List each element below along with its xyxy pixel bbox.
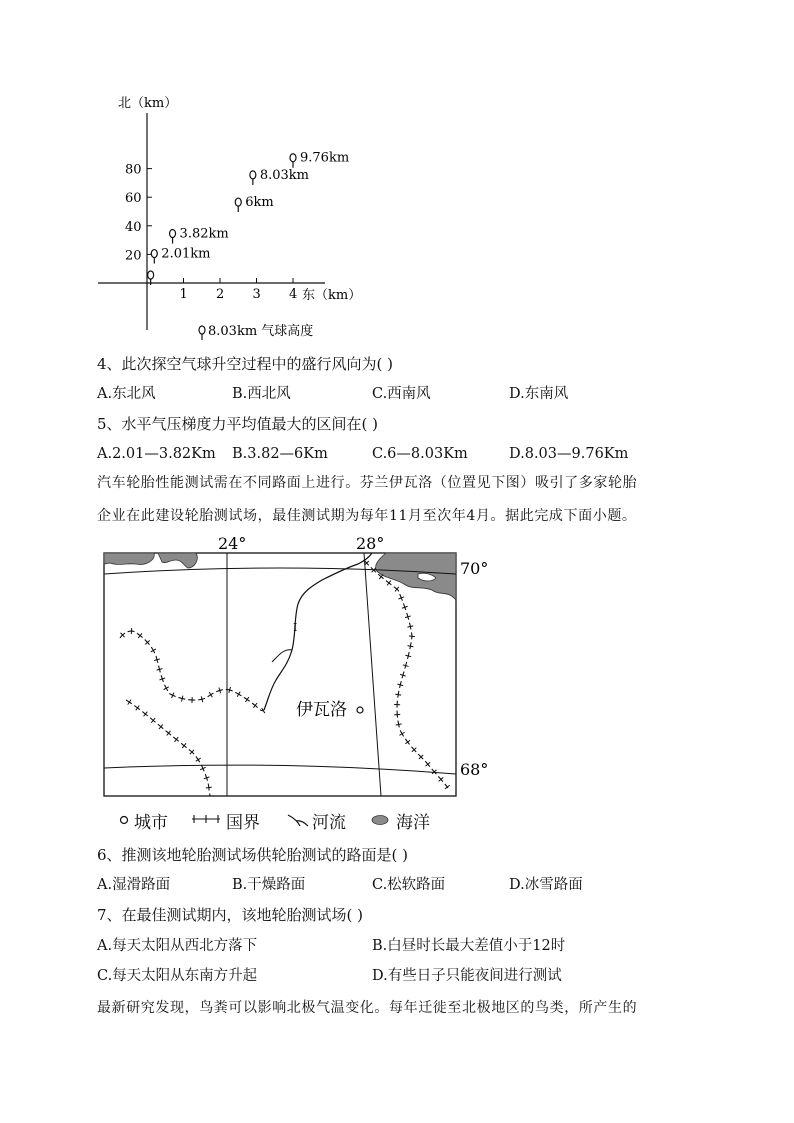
question-6-stem: 6、推测该地轮胎测试场供轮胎测试的路面是( ) bbox=[97, 846, 409, 864]
balloon-height-label: 3.82km bbox=[179, 226, 229, 242]
city-legend-icon bbox=[118, 814, 130, 826]
y-axis-label: 北（km） bbox=[118, 96, 178, 111]
balloon-marker bbox=[151, 247, 210, 264]
question-4-stem: 4、此次探空气球升空过程中的盛行风向为( ) bbox=[97, 355, 394, 373]
passage-1-line-2: 企业在此建设轮胎测试场，最佳测试期为每年11月至次年4月。据此完成下面小题。 bbox=[97, 508, 637, 524]
map-legend bbox=[118, 808, 458, 832]
border-tick bbox=[209, 692, 212, 697]
question-7-stem: 7、在最佳测试期内，该地轮胎测试场( ) bbox=[97, 906, 364, 924]
legend-river-label: 河流 bbox=[312, 813, 346, 833]
balloon-legend bbox=[199, 323, 313, 340]
balloon-markers bbox=[148, 151, 350, 285]
ocean-area bbox=[104, 553, 456, 600]
q4-option-a[interactable]: A.东北风 bbox=[97, 386, 156, 402]
x-tick-label: 4 bbox=[289, 287, 298, 302]
q7-option-b[interactable]: B.白昼时长最大差值小于12时 bbox=[372, 938, 566, 954]
q6-option-d[interactable]: D.冰雪路面 bbox=[509, 877, 583, 893]
balloon-height-label: 2.01km bbox=[161, 246, 211, 262]
q7-option-c[interactable]: C.每天太阳从东南方升起 bbox=[97, 968, 258, 984]
q6-option-c[interactable]: C.松软路面 bbox=[372, 877, 446, 893]
latitude-68-label: 68° bbox=[460, 760, 489, 779]
passage-2-line-1: 最新研究发现，鸟粪可以影响北极气温变化。每年迁徙至北极地区的鸟类，所产生的 bbox=[97, 1000, 638, 1016]
border-east bbox=[364, 560, 448, 788]
y-ticks bbox=[125, 163, 152, 264]
y-tick-label: 40 bbox=[125, 219, 142, 235]
border-tick bbox=[206, 787, 212, 788]
river-label: I bbox=[293, 621, 298, 634]
x-tick-label: 3 bbox=[252, 287, 261, 302]
x-ticks bbox=[180, 278, 298, 302]
river-legend-icon bbox=[286, 812, 310, 828]
passage-1-line-1: 汽车轮胎性能测试需在不同路面上进行。芬兰伊瓦洛（位置见下图）吸引了多家轮胎 bbox=[97, 475, 638, 491]
y-tick-label: 80 bbox=[125, 162, 142, 178]
border-tick bbox=[405, 655, 411, 656]
ivalo-location-map bbox=[96, 530, 489, 802]
q6-option-a[interactable]: A.湿滑路面 bbox=[97, 877, 171, 893]
q5-option-d[interactable]: D.8.03—9.76Km bbox=[509, 446, 629, 462]
balloon-height-label: 8.03km bbox=[259, 167, 310, 183]
y-tick-label: 20 bbox=[125, 248, 142, 264]
legend-city-label: 城市 bbox=[134, 813, 168, 833]
ocean-legend-icon bbox=[370, 814, 390, 826]
river-branch bbox=[272, 650, 292, 662]
border-tick bbox=[245, 697, 248, 702]
balloon-marker bbox=[290, 151, 349, 168]
q7-option-d[interactable]: D.有些日子只能夜间进行测试 bbox=[372, 968, 562, 984]
question-5-stem: 5、水平气压梯度力平均值最大的区间在( ) bbox=[97, 415, 379, 433]
q7-option-a[interactable]: A.每天太阳从西北方落下 bbox=[97, 938, 258, 954]
border-tick bbox=[409, 636, 415, 637]
q5-option-b[interactable]: B.3.82—6Km bbox=[232, 446, 328, 462]
x-axis-label: 东（km） bbox=[302, 288, 362, 303]
q4-option-c[interactable]: C.西南风 bbox=[372, 386, 431, 402]
q4-option-d[interactable]: D.东南风 bbox=[509, 386, 569, 402]
q5-option-c[interactable]: C.6—8.03Km bbox=[372, 446, 468, 462]
border-tick bbox=[181, 696, 182, 702]
legend-border-label: 国界 bbox=[226, 813, 260, 833]
border-tick bbox=[196, 758, 201, 761]
q6-option-b[interactable]: B.干燥路面 bbox=[232, 877, 306, 893]
border-tick bbox=[407, 646, 413, 647]
river bbox=[264, 553, 372, 710]
longitude-28-label: 28° bbox=[356, 534, 385, 553]
meridian-28 bbox=[364, 553, 381, 796]
border-legend-icon bbox=[190, 812, 222, 826]
balloon-legend-text: 8.03km 气球高度 bbox=[208, 324, 314, 339]
balloon-height-label: 6km bbox=[245, 195, 274, 211]
legend-ocean-label: 海洋 bbox=[396, 813, 430, 833]
x-tick-label: 2 bbox=[216, 287, 225, 302]
balloon-marker bbox=[170, 227, 229, 244]
balloon-track-figure bbox=[90, 88, 370, 350]
parallel-68 bbox=[104, 765, 456, 774]
balloon-marker bbox=[235, 195, 273, 212]
balloon-marker bbox=[250, 168, 309, 185]
border-tick bbox=[201, 696, 202, 702]
border-tick bbox=[128, 700, 131, 705]
border-tick bbox=[395, 694, 401, 695]
border-tick bbox=[407, 626, 413, 627]
q5-option-a[interactable]: A.2.01—3.82Km bbox=[97, 446, 216, 462]
q4-option-b[interactable]: B.西北风 bbox=[232, 386, 291, 402]
border-tick bbox=[396, 724, 402, 725]
city-label: 伊瓦洛 bbox=[296, 700, 347, 720]
balloon-legend-icon bbox=[199, 326, 205, 340]
y-tick-label: 60 bbox=[125, 191, 142, 207]
border-west-south bbox=[126, 700, 210, 796]
x-tick-label: 1 bbox=[179, 287, 188, 302]
balloon-height-label: 9.76km bbox=[300, 150, 350, 166]
city-marker bbox=[357, 707, 363, 713]
border-tick bbox=[136, 705, 140, 710]
latitude-70-label: 70° bbox=[460, 559, 489, 578]
longitude-24-label: 24° bbox=[218, 534, 247, 553]
